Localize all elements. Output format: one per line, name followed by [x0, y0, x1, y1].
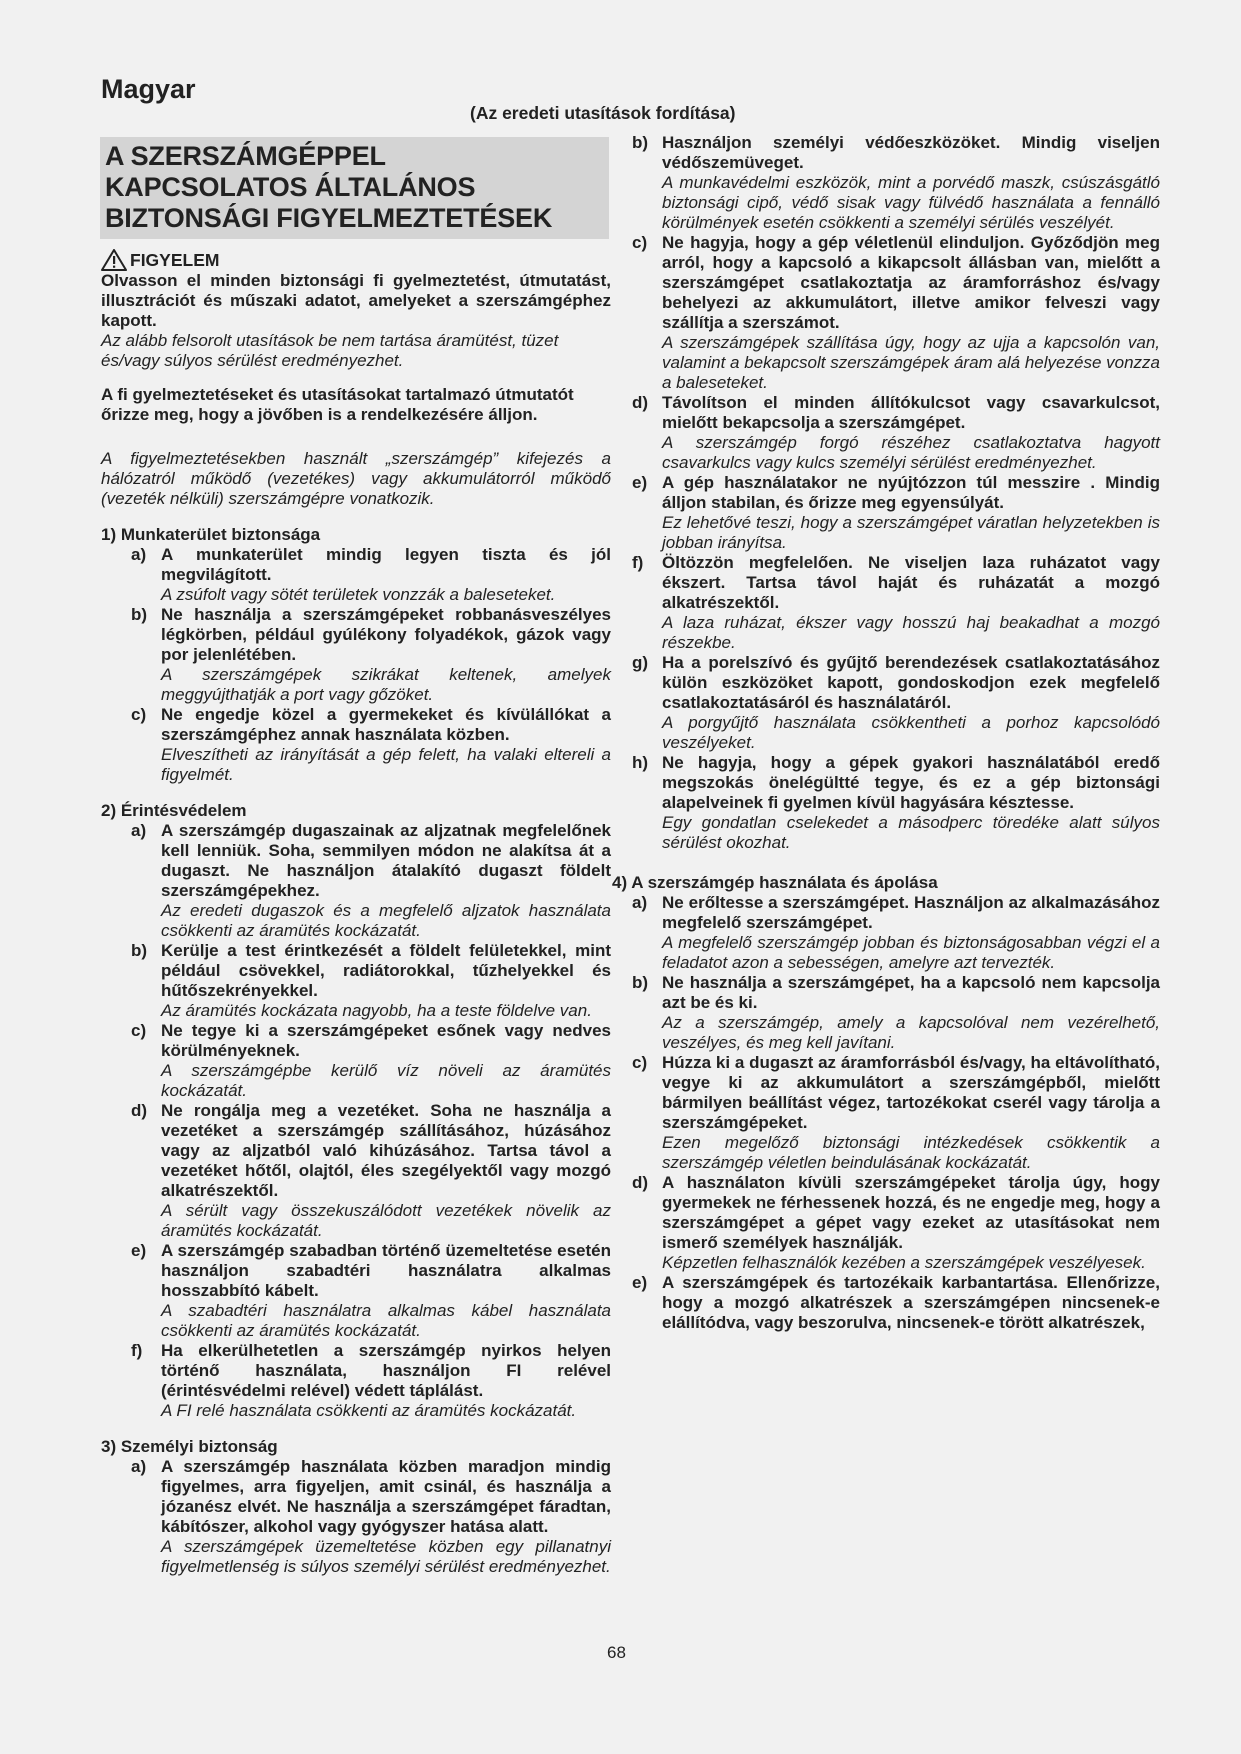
- item-letter: h): [632, 753, 649, 772]
- list-item: [131, 545, 611, 605]
- item-instruction: Ha a porelszívó és gyűjtő berendezések csatlakoztatásához külön eszközöket kapott, gondoskodjon ezek megfelelő csatlakoztatásáról és használatáról.: [662, 653, 1160, 712]
- item-explanation: Egy gondatlan cselekedet a másodperc töredéke alatt súlyos sérülést okozhat.: [662, 813, 1160, 852]
- item-instruction: A szerszámgépek és tartozékaik karbantartása. Ellenőrizze, hogy a mozgó alkatrészek a szerszámgépen nincsenek-e elállítódva, vagy beszorulva, nincsenek-e törött alkatrészek,: [662, 1273, 1160, 1332]
- list-item: [632, 753, 1160, 853]
- list-item: [632, 133, 1160, 233]
- item-letter: b): [632, 133, 649, 152]
- list-item: [632, 653, 1160, 753]
- item-letter: e): [632, 473, 648, 492]
- item-explanation: A munkavédelmi eszközök, mint a porvédő maszk, csúszásgátló biztonsági cipő, védő sisak vagy fülvédő használata a fennálló körülmények esetén csökkenti a személyi sérülés veszélyét.: [662, 173, 1160, 232]
- list-item: [131, 1101, 611, 1241]
- item-letter: b): [131, 605, 148, 624]
- item-instruction: A szerszámgép szabadban történő üzemeltetése esetén használjon szabadtéri használatra alkalmas hosszabbító kábelt.: [161, 1241, 611, 1300]
- item-body: [662, 473, 1160, 553]
- warning-triangle-icon: [101, 249, 127, 271]
- list-item: [632, 973, 1160, 1053]
- section-1-items: [101, 545, 611, 785]
- item-instruction: Ne hagyja, hogy a gép véletlenül elinduljon. Győződjön meg arról, hogy a kapcsoló a kikapcsolt állásban van, mielőtt a szerszámgépet csatlakoztatja az áramforráshoz és/vagy behelyezi az akkumulátort, illetve amikor felveszi vagy szállítja a szerszámot.: [662, 233, 1160, 332]
- item-body: [161, 941, 611, 1021]
- item-body: [662, 553, 1160, 653]
- item-body: [662, 893, 1160, 973]
- item-instruction: Öltözzön megfelelően. Ne viseljen laza ruházatot vagy ékszert. Tartsa távol haját és ruházatát a mozgó alkatrészektől.: [662, 553, 1160, 612]
- page-number: 68: [607, 1643, 626, 1662]
- item-letter: d): [131, 1101, 148, 1120]
- item-instruction: A munkaterület mindig legyen tiszta és jól megvilágított.: [161, 545, 611, 584]
- item-body: [161, 821, 611, 941]
- item-body: [662, 1273, 1160, 1333]
- item-instruction: A szerszámgép dugaszainak az aljzatnak megfelelőnek kell lenniük. Soha, semmilyen módon ne alakítsa át a dugaszt. Ne használjon átalakító dugaszt földelt szerszámgépekhez.: [161, 821, 611, 900]
- item-body: [161, 705, 611, 785]
- list-item: [131, 941, 611, 1021]
- item-explanation: Az a szerszámgép, amely a kapcsolóval nem vezérelhető, veszélyes, és meg kell javítani.: [662, 1013, 1160, 1052]
- item-explanation: A laza ruházat, ékszer vagy hosszú haj beakadhat a mozgó részekbe.: [662, 613, 1160, 652]
- item-explanation: A FI relé használata csökkenti az áramütés kockázatát.: [161, 1401, 577, 1420]
- item-explanation: A megfelelő szerszámgép jobban és biztonságosabban végzi el a feladatot azon a sebességen, amelyre azt tervezték.: [662, 933, 1160, 972]
- item-letter: c): [131, 1021, 147, 1040]
- item-instruction: Ne erőltesse a szerszámgépet. Használjon az alkalmazásához megfelelő szerszámgépet.: [662, 893, 1160, 932]
- item-instruction: A használaton kívüli szerszámgépeket tárolja úgy, hogy gyermekek ne férhessenek hozzá, és ne engedje meg, hogy a szerszámgépet a gépet vagy ezeket az utasításokat nem ismerő személyek használják.: [662, 1173, 1160, 1252]
- title-line: A SZERSZÁMGÉPPEL: [105, 141, 386, 171]
- item-body: [161, 1021, 611, 1101]
- warning-heading: [101, 249, 611, 271]
- item-instruction: Ne engedje közel a gyermekeket és kívülállókat a szerszámgéphez annak használata közben.: [161, 705, 611, 744]
- item-explanation: Elveszítheti az irányítását a gép felett, ha valaki eltereli a figyelmét.: [161, 745, 611, 784]
- item-explanation: Ez lehetővé teszi, hogy a szerszámgépet váratlan helyzetekben is jobban irányítsa.: [662, 513, 1160, 552]
- item-letter: g): [632, 653, 649, 672]
- title-line: BIZTONSÁGI FIGYELMEZTETÉSEK: [105, 203, 553, 233]
- item-body: [662, 233, 1160, 393]
- item-explanation: A szabadtéri használatra alkalmas kábel használata csökkenti az áramütés kockázatát.: [161, 1301, 611, 1340]
- item-explanation: A porgyűjtő használata csökkentheti a porhoz kapcsolódó veszélyeket.: [662, 713, 1160, 752]
- item-body: [161, 1341, 611, 1421]
- list-item: [131, 1021, 611, 1101]
- item-body: [662, 973, 1160, 1053]
- item-explanation: Képzetlen felhasználók kezében a szerszámgépek veszélyesek.: [662, 1253, 1146, 1272]
- item-instruction: Távolítson el minden állítókulcsot vagy csavarkulcsot, mielőtt bekapcsolja a szerszámgépet.: [662, 393, 1160, 432]
- warning-bold-text: Olvasson el minden biztonsági fi gyelmeztetést, útmutatást, illusztrációt és műszaki adatot, amelyeket a szerszámgéphez kapott.: [101, 271, 611, 330]
- item-instruction: Ne rongálja meg a vezetéket. Soha ne használja a vezetéket a szerszámgép szállításához, húzásához vagy az aljzatból való kihúzásához. Tartsa távol a vezetéket hőtől, olajtól, éles szegélyektől vagy mozgó alkatrészektől.: [161, 1101, 611, 1200]
- item-instruction: A szerszámgép használata közben maradjon mindig figyelmes, arra figyeljen, amit csinál, és használja a józanész elvét. Ne használja a szerszámgépet fáradtan, kábítószer, alkohol vagy gyógyszer hatása alatt.: [161, 1457, 611, 1536]
- item-explanation: Ezen megelőző biztonsági intézkedések csökkentik a szerszámgép véletlen beindulásának kockázatát.: [662, 1133, 1160, 1172]
- item-body: [161, 605, 611, 705]
- term-definition-text: A figyelmeztetésekben használt „szerszámgép” kifejezés a hálózatról működő (vezetékes) vagy akkumulátorról működő (vezeték nélküli) szerszámgépre vonatkozik.: [101, 449, 611, 508]
- list-item: [632, 893, 1160, 973]
- item-explanation: A szerszámgépek szállítása úgy, hogy az ujja a kapcsolón van, valamint a bekapcsolt szerszámgépek áram alá helyezése vonzza a baleseteket.: [662, 333, 1160, 392]
- item-letter: a): [131, 1457, 147, 1476]
- list-item: [131, 821, 611, 941]
- title-line: KAPCSOLATOS ÁLTALÁNOS: [105, 172, 476, 202]
- item-body: [161, 1241, 611, 1341]
- item-explanation: A szerszámgépek szikrákat keltenek, amelyek meggyújthatják a port vagy gőzöket.: [161, 665, 611, 704]
- list-item: [632, 1173, 1160, 1273]
- item-instruction: Ne tegye ki a szerszámgépeket esőnek vagy nedves körülményeknek.: [161, 1021, 611, 1060]
- keep-instructions-text: A fi gyelmeztetéseket és utasításokat tartalmazó útmutatót őrizze meg, hogy a jövőben is a rendelkezésére álljon.: [101, 385, 574, 424]
- item-letter: d): [632, 393, 649, 412]
- section-heading: 1) Munkaterület biztonsága: [101, 525, 321, 544]
- item-instruction: Ne hagyja, hogy a gépek gyakori használatából eredő megszokás önelégültté tegye, és ez a gép biztonsági alapelveinek fi gyelmen kívül hagyására késztesse.: [662, 753, 1160, 812]
- item-explanation: Az eredeti dugaszok és a megfelelő aljzatok használata csökkenti az áramütés kockázatát.: [161, 901, 611, 940]
- section-heading: 2) Érintésvédelem: [101, 801, 247, 820]
- item-explanation: A szerszámgépbe kerülő víz növeli az áramütés kockázatát.: [161, 1061, 611, 1100]
- item-body: [662, 393, 1160, 473]
- list-item: [131, 605, 611, 705]
- list-item: [131, 1241, 611, 1341]
- item-letter: f): [632, 553, 644, 572]
- item-instruction: Ha elkerülhetetlen a szerszámgép nyirkos helyen történő használata, használjon FI relével (érintésvédelmi relével) védett táplálást.: [161, 1341, 611, 1400]
- language-heading: Magyar: [101, 74, 196, 104]
- item-explanation: A sérült vagy összekuszálódott vezetékek növelik az áramütés kockázatát.: [161, 1201, 611, 1240]
- item-letter: a): [131, 821, 147, 840]
- item-letter: f): [131, 1341, 143, 1360]
- item-letter: a): [131, 545, 147, 564]
- list-item: [632, 1273, 1160, 1333]
- item-instruction: A gép használatakor ne nyújtózzon túl messzire . Mindig álljon stabilan, és őrizze meg egyensúlyát.: [662, 473, 1160, 512]
- item-instruction: Használjon személyi védőeszközöket. Mindig viseljen védőszemüveget.: [662, 133, 1160, 172]
- warning-label: FIGYELEM: [130, 250, 220, 270]
- item-explanation: A szerszámgép forgó részéhez csatlakoztatva hagyott csavarkulcs vagy kulcs személyi sérülést eredményezhet.: [662, 433, 1160, 472]
- list-item: [632, 233, 1160, 393]
- item-body: [662, 1173, 1160, 1273]
- translation-subtitle: (Az eredeti utasítások fordítása): [470, 103, 736, 123]
- item-letter: c): [632, 233, 648, 252]
- item-letter: c): [632, 1053, 648, 1072]
- section-2-items: [101, 821, 611, 1421]
- list-item: [131, 705, 611, 785]
- list-item: [632, 553, 1160, 653]
- left-column: [101, 137, 611, 1577]
- list-item: [632, 393, 1160, 473]
- item-instruction: Kerülje a test érintkezését a földelt felületekkel, mint például csövekkel, radiátorokkal, tűzhelyekkel és hűtőszekrényekkel.: [161, 941, 611, 1000]
- item-letter: d): [632, 1173, 649, 1192]
- warning-italic-text: Az alább felsorolt utasítások be nem tartása áramütést, tüzet és/vagy súlyos sérülést eredményezhet.: [101, 331, 559, 370]
- section-4-items: [632, 893, 1160, 1333]
- section-3-items: [101, 1457, 611, 1577]
- section-title-box: [100, 137, 609, 239]
- item-letter: e): [131, 1241, 147, 1260]
- item-body: [161, 1101, 611, 1241]
- section-heading: 4) A szerszámgép használata és ápolása: [612, 873, 938, 892]
- item-instruction: Ne használja a szerszámgépeket robbanásveszélyes légkörben, például gyúlékony folyadékok, gázok vagy por jelenlétében.: [161, 605, 611, 664]
- item-instruction: Húzza ki a dugaszt az áramforrásból és/vagy, ha eltávolítható, vegye ki az akkumulátort a szerszámgépből, mielőtt bármilyen beállítást végez, tartozékokat cserél vagy tárolja a szerszámgépeket.: [662, 1053, 1160, 1132]
- item-body: [161, 545, 611, 605]
- item-explanation: A zsúfolt vagy sötét területek vonzzák a baleseteket.: [161, 585, 556, 604]
- item-body: [662, 653, 1160, 753]
- item-explanation: A szerszámgépek üzemeltetése közben egy pillanatnyi figyelmetlenség is súlyos személyi sérülést eredményezhet.: [161, 1537, 611, 1576]
- item-body: [662, 133, 1160, 233]
- item-letter: b): [131, 941, 148, 960]
- item-explanation: Az áramütés kockázata nagyobb, ha a teste földelve van.: [161, 1001, 592, 1020]
- right-column: [612, 133, 1160, 1333]
- item-letter: e): [632, 1273, 648, 1292]
- item-letter: b): [632, 973, 649, 992]
- section-3-items-continued: [632, 133, 1160, 853]
- item-letter: c): [131, 705, 147, 724]
- list-item: [632, 1053, 1160, 1173]
- item-instruction: Ne használja a szerszámgépet, ha a kapcsoló nem kapcsolja azt be és ki.: [662, 973, 1160, 1012]
- item-body: [662, 1053, 1160, 1173]
- item-body: [662, 753, 1160, 853]
- list-item: [632, 473, 1160, 553]
- section-heading: 3) Személyi biztonság: [101, 1437, 278, 1456]
- list-item: [131, 1457, 611, 1577]
- item-letter: a): [632, 893, 648, 912]
- list-item: [131, 1341, 611, 1421]
- item-body: [161, 1457, 611, 1577]
